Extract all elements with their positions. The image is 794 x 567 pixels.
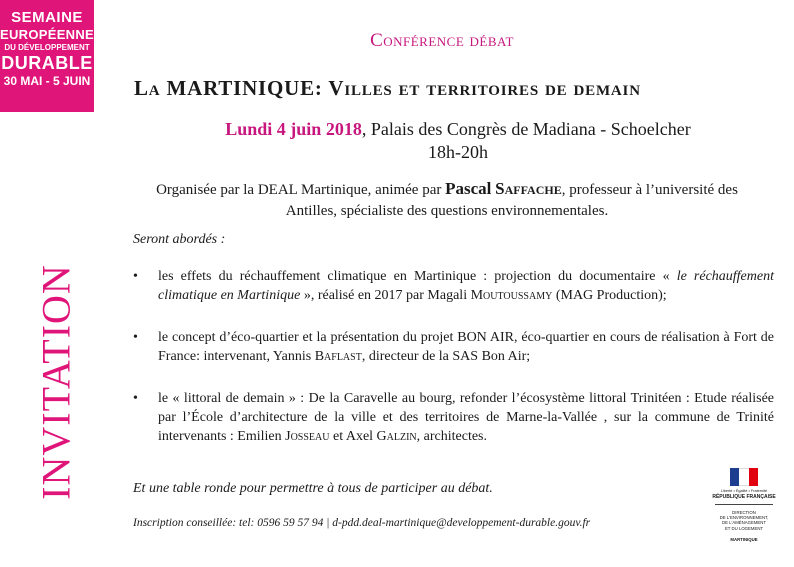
badge-line-2: EUROPÉENNE (0, 27, 95, 42)
topic-text: , architectes. (416, 429, 488, 444)
badge-line-4: DURABLE (1, 53, 93, 73)
logo-republic: RÉPUBLIQUE FRANÇAISE (712, 494, 776, 500)
invitation-label-wrap (33, 238, 79, 526)
event-badge (0, 0, 94, 112)
topic-text: , directeur de la SAS Bon Air; (361, 349, 531, 364)
topic-text: les effets du réchauffement climatique en Martinique : projection du documentaire « (158, 269, 677, 284)
topic-text: le « littoral de demain » : De la Caravelle au bourg, refonder l’écosystème littoral Trinitéen : Etude réalisée par l’École d’architecture de la ville et des territoires de Marne-la-Vallée , sur la commune de Trinité intervenants : Emilien (158, 391, 774, 444)
topic-item (133, 389, 774, 446)
person-name: Josseau (285, 429, 330, 444)
event-date: Lundi 4 juin 2018 (225, 119, 362, 139)
topic-text: (MAG Production); (552, 288, 667, 303)
topics-list (133, 267, 774, 469)
logo-direction: DIRECTION DE L'ENVIRONNEMENT, DE L'AMÉNAGEMENT ET DU LOGEMENT (719, 510, 769, 531)
event-place: , Palais des Congrès de Madiana - Schoelcher (361, 119, 691, 139)
badge-line-3: DU DÉVELOPPEMENT (4, 43, 90, 52)
event-time: 18h-20h (428, 142, 488, 162)
organizer-paragraph (132, 178, 762, 222)
documentary-title: le réchauffement climatique en Martinique (158, 269, 774, 303)
event-title: La MARTINIQUE: Villes et territoires de demain (134, 76, 641, 100)
badge-line-5: 30 MAI - 5 JUIN (3, 74, 91, 88)
organizer-prefix: Organisée par la DEAL Martinique, animée par (156, 182, 446, 198)
organizer-suffix: , professeur à l’université des Antilles, spécialiste des questions environnementales. (285, 182, 738, 219)
government-logo (708, 468, 780, 556)
host-last-name: Saffache (495, 179, 562, 198)
closing-note: Et une table ronde pour permettre à tous de participer au débat. (133, 481, 493, 496)
logo-divider (715, 504, 773, 505)
person-name: Baflast (314, 349, 362, 364)
french-flag-icon (730, 468, 758, 486)
topics-heading: Seront abordés : (133, 232, 226, 247)
logo-motto: Liberté • Égalité • Fraternité (720, 489, 768, 493)
invitation-label: INVITATION (33, 264, 79, 500)
badge-line-1: SEMAINE (11, 9, 83, 26)
topic-item (133, 328, 774, 366)
topic-text: », réalisé en 2017 par Magali (300, 288, 471, 303)
topic-item (133, 267, 774, 305)
event-kind: Conférence débat (370, 30, 514, 51)
host-first-name: Pascal (445, 179, 492, 198)
person-name: Moutoussamy (470, 288, 553, 303)
registration-info: Inscription conseillée: tel: 0596 59 57 94 | d-pdd.deal-martinique@developpement-durable.gouv.fr (133, 517, 591, 529)
topic-text: et Axel (329, 429, 377, 444)
logo-region: MARTINIQUE (730, 536, 758, 542)
topic-text: le concept d’éco-quartier et la présentation du projet BON AIR, éco-quartier en cours de réalisation à Fort de France: intervenant, Yannis (158, 330, 774, 364)
person-name: Galzin (376, 429, 417, 444)
event-schedule (0, 118, 794, 164)
